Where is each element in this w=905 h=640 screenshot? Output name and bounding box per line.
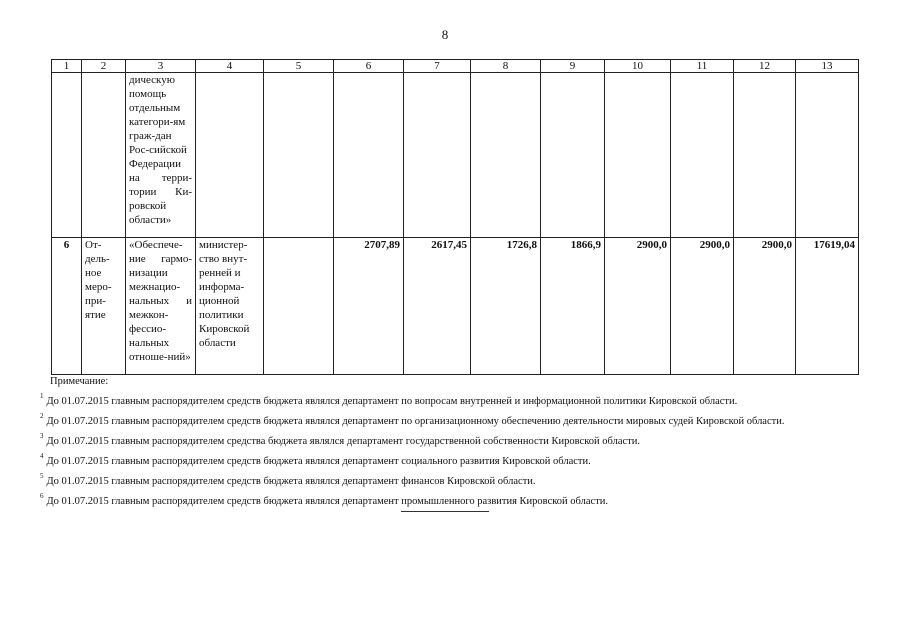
cell-value: 2900,0 [734,238,796,375]
cell-value: 17619,04 [796,238,859,375]
footnote [40,409,855,429]
footnote-text: До 01.07.2015 главным распорядителем средств бюджета являлся департамент по организационному обеспечению деятельности мировых судей Кировской области. [46,416,785,427]
cell-name: дическую помощь отдельным категори-ям граж-дан Рос-сийской Федерации на терри-тории Ки-ровской области» [126,73,196,238]
column-header: 1 [52,60,82,73]
footnote-mark: 6 [40,492,44,500]
footnote-mark: 5 [40,472,44,480]
cell-empty [796,73,859,238]
column-header: 2 [82,60,126,73]
column-header: 5 [264,60,334,73]
notes-section [40,374,855,509]
cell-empty [605,73,671,238]
page-number: 8 [441,27,449,42]
separator-line [401,511,489,512]
column-header: 7 [404,60,471,73]
cell-executor [196,73,264,238]
column-header: 3 [126,60,196,73]
column-header: 10 [605,60,671,73]
footnote [40,469,855,489]
cell-executor: министер-ство внут-ренней и информа-ционной политики Кировской области [196,238,264,375]
column-header: 4 [196,60,264,73]
column-header: 6 [334,60,404,73]
footnote [40,489,855,509]
cell-value: 1866,9 [541,238,605,375]
cell-type [82,73,126,238]
footnote [40,389,855,409]
column-header: 12 [734,60,796,73]
footnote-mark: 3 [40,432,44,440]
cell-empty [264,73,334,238]
table-row [52,73,859,238]
footnote-text: До 01.07.2015 главным распорядителем средства бюджета являлся департамент государственной собственности Кировской области. [46,436,640,447]
footnote-mark: 4 [40,452,44,460]
cell-type: От-дель-ное меро-при-ятие [82,238,126,375]
column-header: 11 [671,60,734,73]
column-header: 13 [796,60,859,73]
footnote-mark: 1 [40,392,44,400]
table-header-row [52,60,859,73]
cell-value: 2900,0 [671,238,734,375]
budget-table [51,59,859,375]
column-header: 8 [471,60,541,73]
cell-value: 2900,0 [605,238,671,375]
cell-value: 2617,45 [404,238,471,375]
cell-empty [541,73,605,238]
cell-value: 2707,89 [334,238,404,375]
cell-empty [671,73,734,238]
footnote-text: До 01.07.2015 главным распорядителем средств бюджета являлся департамент социального развития Кировской области. [46,456,591,467]
footnote-text: До 01.07.2015 главным распорядителем средств бюджета являлся департамент финансов Кировской области. [46,476,536,487]
cell-value: 1726,8 [471,238,541,375]
cell-number [52,73,82,238]
footnote [40,429,855,449]
cell-empty [734,73,796,238]
column-header: 9 [541,60,605,73]
footnote-text: До 01.07.2015 главным распорядителем средств бюджета являлся департамент промышленного развития Кировской области. [46,496,609,507]
cell-name: «Обеспече-ние гармо-низации межнацио-нальных и межкон-фессио-нальных отноше-ний» [126,238,196,375]
cell-number: 6 [52,238,82,375]
footnote-mark: 2 [40,412,44,420]
notes-title: Примечание: [50,376,109,387]
cell-empty [334,73,404,238]
cell-empty [471,73,541,238]
footnote [40,449,855,469]
cell-empty [404,73,471,238]
table-row [52,238,859,375]
cell-source [264,238,334,375]
footnote-text: До 01.07.2015 главным распорядителем средств бюджета являлся департамент по вопросам внутренней и информационной политики Кировской области. [46,396,738,407]
